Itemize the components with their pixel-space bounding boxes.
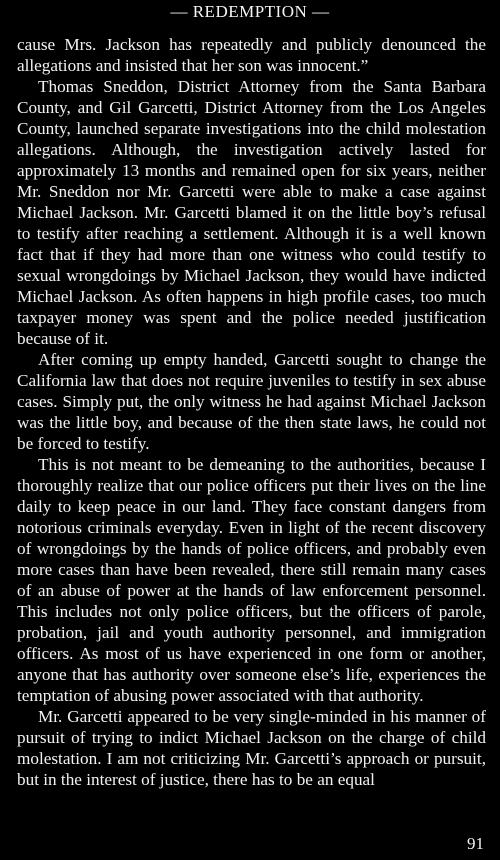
body-text <box>17 34 486 790</box>
paragraph-garcetti-pursuit: Mr. Garcetti appeared to be very single-minded in his manner of pursuit of trying to indict Michael Jackson on the charge of child molestation. I am not criticizing Mr. Garcetti’s approach or pursuit, but in the interest of justice, there has to be an equal <box>17 707 486 789</box>
paragraph-california-law: After coming up empty handed, Garcetti sought to change the California law that does not require juveniles to testify in sex abuse cases. Simply put, the only witness he had against Michael Jackson was the little boy, and because of the then state laws, he could not be forced to testify. <box>17 350 486 453</box>
paragraph-authorities: This is not meant to be demeaning to the authorities, because I thoroughly realize that our police officers put their lives on the line daily to keep peace in our land. They face constant dangers from notorious criminals everyday. Even in light of the recent discovery of wrongdoings by the hands of police officers, and probably even more cases than have been revealed, there still remain many cases of an abuse of power at the hands of law enforcement personnel. This includes not only police officers, but the officers of parole, probation, jail and youth authority personnel, and immigration officers. As most of us have experienced in one form or another, anyone that has authority over someone else’s life, experiences the temptation of abusing power associated with that authority. <box>17 455 486 705</box>
paragraph-investigations: Thomas Sneddon, District Attorney from the Santa Barbara County, and Gil Garcetti, District Attorney from the Los Angeles County, launched separate investigations into the child molestation allegations. Although, the investigation actively lasted for approximately 13 months and remained open for six years, neither Mr. Sneddon nor Mr. Garcetti were able to make a case against Michael Jackson. Mr. Garcetti blamed it on the little boy’s refusal to testify after reaching a settlement. Although it is a well known fact that if they had more than one witness who could testify to sexual wrongdoings by Michael Jackson, they would have indicted Michael Jackson. As often happens in high profile cases, too much taxpayer money was spent and the police needed justification because of it. <box>17 77 486 348</box>
paragraph-continuation: cause Mrs. Jackson has repeatedly and publicly denounced the allegations and insisted that her son was innocent.” <box>17 35 486 75</box>
page-number: 91 <box>467 834 484 853</box>
running-head: — REDEMPTION — <box>170 2 330 21</box>
